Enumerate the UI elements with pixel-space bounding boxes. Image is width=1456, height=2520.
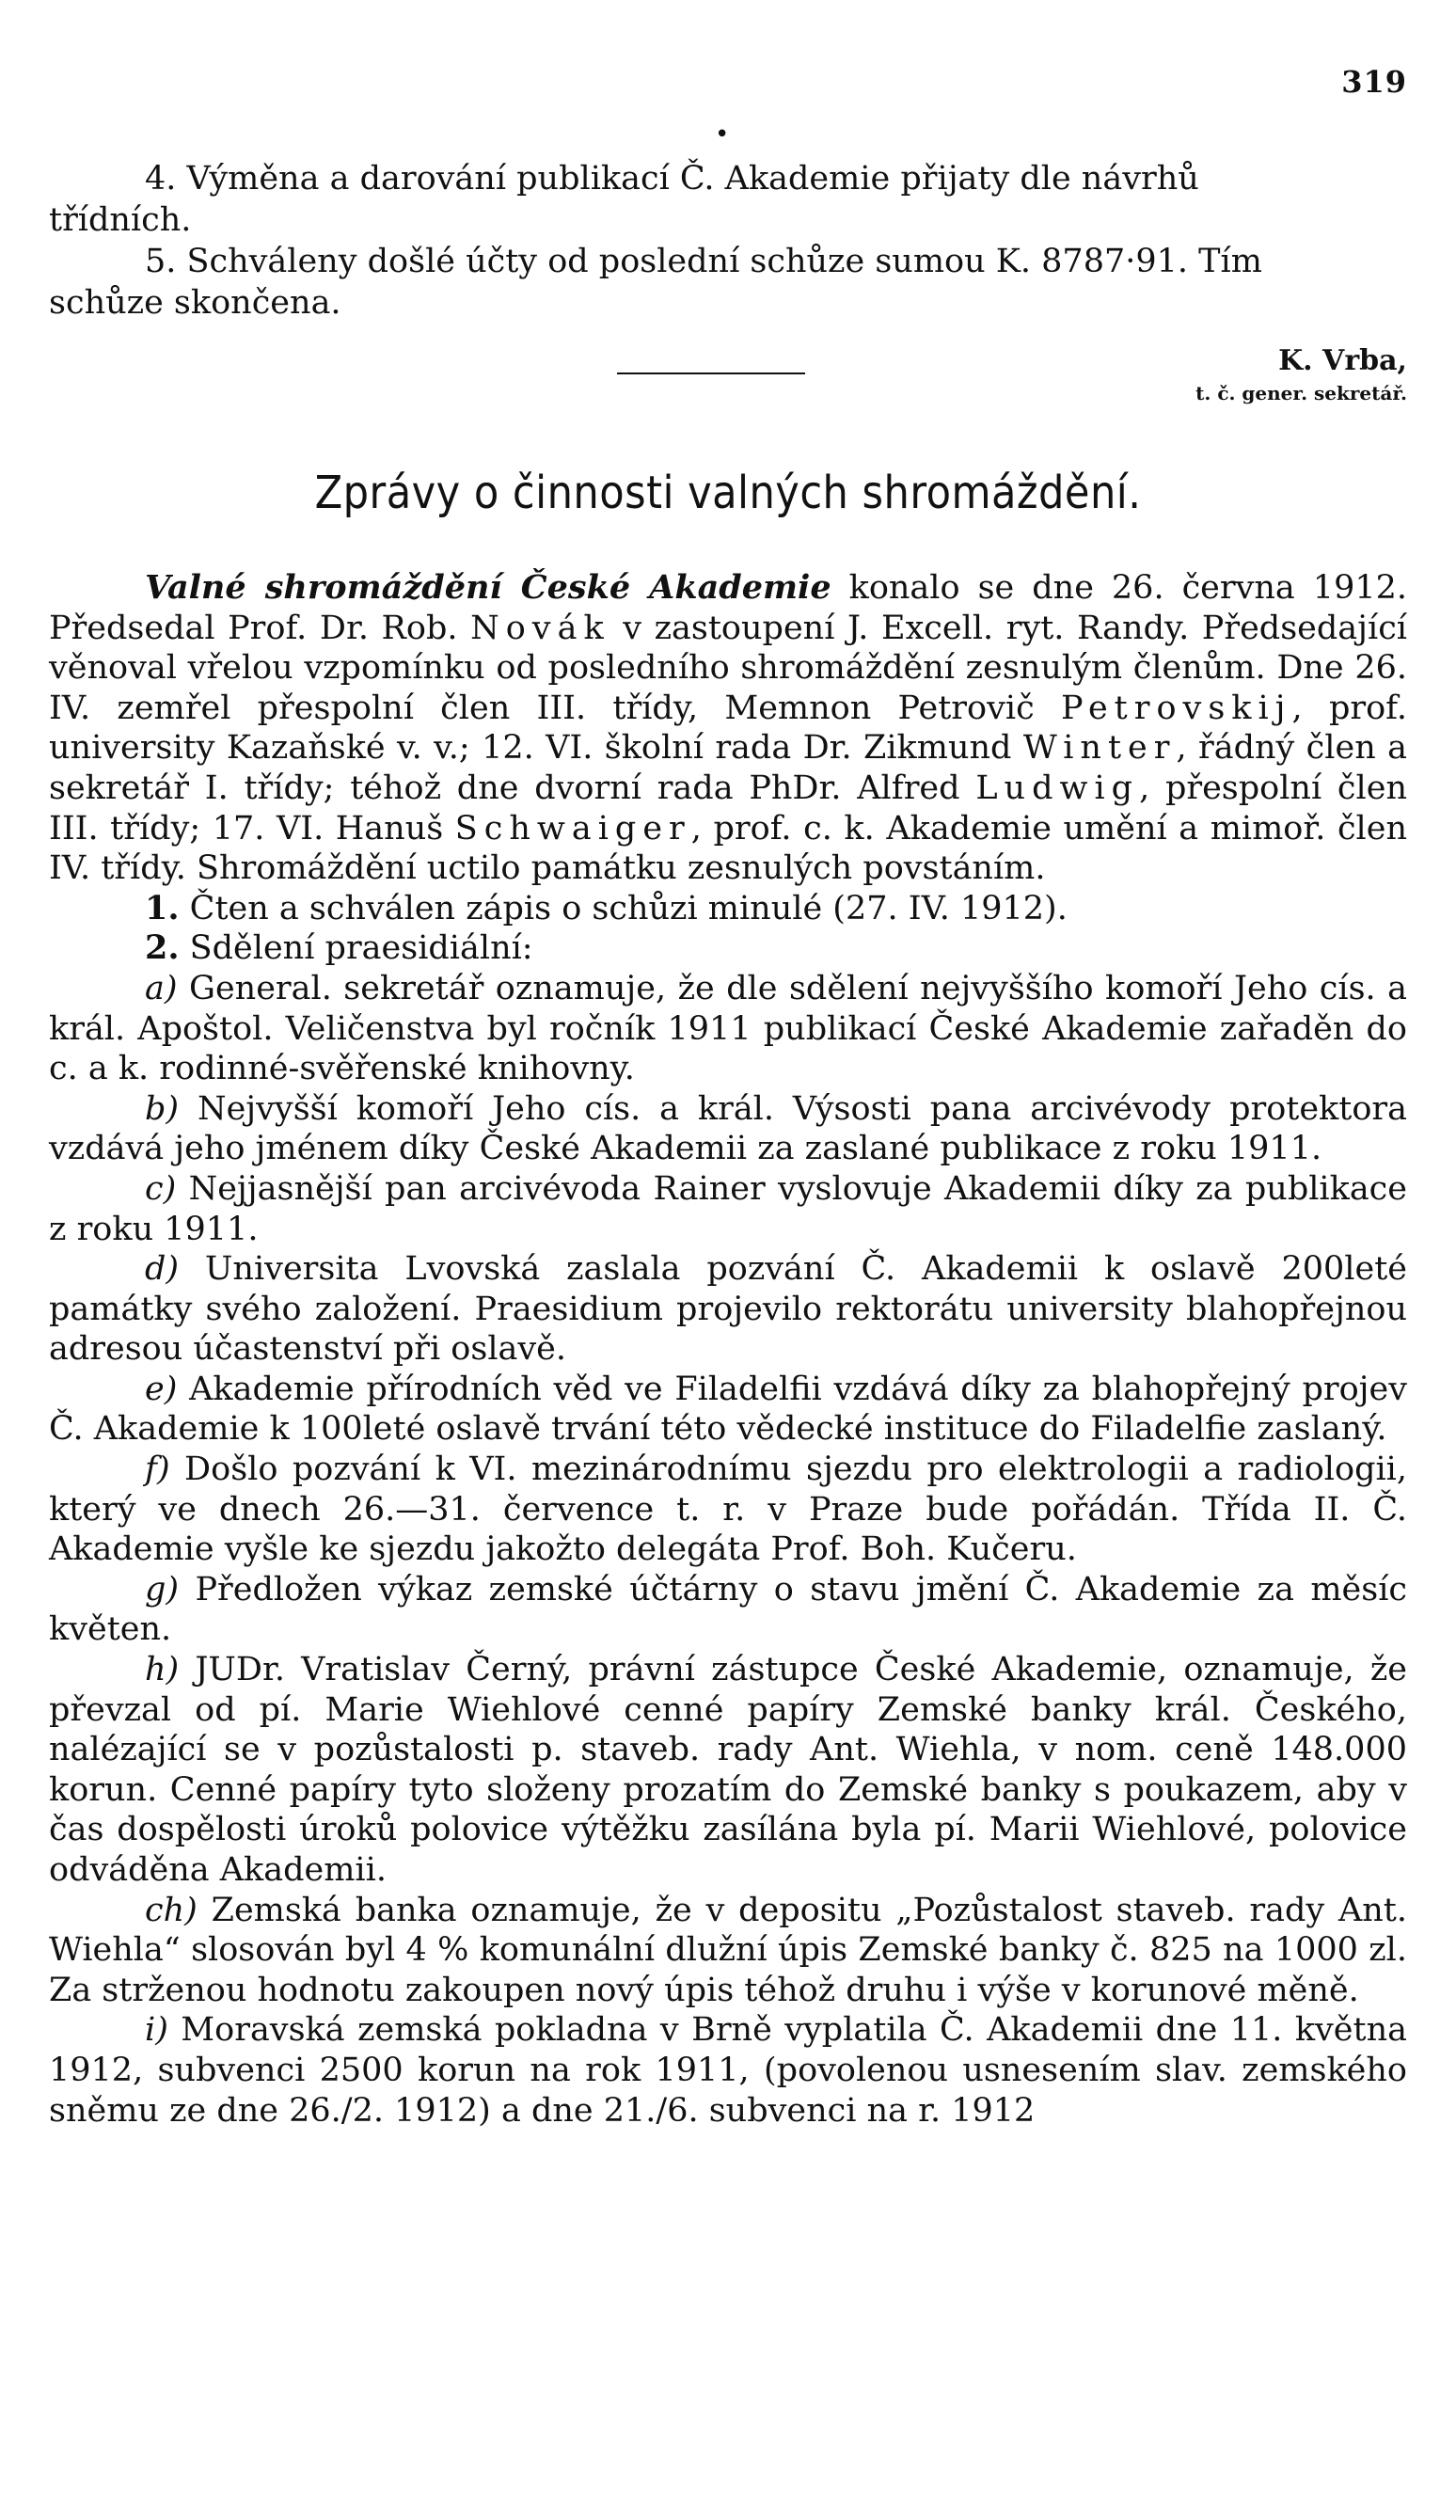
item-2 [49,928,1407,969]
subitem-ch-label: ch) [145,1891,198,1929]
subitem-g-text: Předložen výkaz zemské účtárny o stavu jmění Č. Akademie za měsíc květen. [49,1570,1407,1649]
assembly-text-1: konalo se dne 26. června 1912. Předsedal Prof. Dr. Rob. [49,569,1407,647]
assembly-text-6: , prof. c. k. Akademie umění a mimoř. člen IV. třídy. Shromáždění uctilo památku zesnulých povstáním. [49,809,1407,888]
subitem-g-label: g) [145,1570,180,1609]
item-1 [49,889,1407,929]
subitem-h [49,1650,1407,1891]
assembly-text-5: , přespolní člen III. třídy; 17. VI. Hanuš [49,769,1407,848]
subitem-f-label: f) [145,1450,170,1489]
intro-block [49,158,1407,324]
name-novak: Novák [470,609,610,647]
subitem-ch [49,1891,1407,2011]
assembly-text-3: , prof. university Kazaňské v. v.; 12. VI. školní rada Dr. Zikmund [49,689,1407,768]
assembly-text-2: v zastoupení J. Excell. ryt. Randy. Předsedající věnoval vřelou vzpomínku od posledního shromáždění zesnulým členům. Dne 26. IV. zemřel přespolní člen III. třídy, Memnon Petrovič [49,609,1407,727]
item-2-text: Sdělení praesidiální: [179,929,533,968]
item-2-number: 2. [145,928,180,968]
name-schwaiger: Schwaiger [454,809,691,848]
subitem-e-label: e) [145,1370,178,1408]
section-title: Zprávy o činnosti valných shromáždění. [314,467,1142,519]
subitem-i-label: i) [145,2011,168,2050]
subitem-h-label: h) [145,1651,180,1689]
subitem-b-text: Nejvyšší komoří Jeho cís. a král. Výsosti pana arcivévody protektora vzdává jeho jménem díky České Akademii za zaslané publikace z roku 1911. [49,1089,1407,1168]
assembly-heading: Valné shromáždění České Akademie [145,568,831,607]
subitem-c-label: c) [145,1169,177,1208]
name-petrovskij: Petrovskij [1060,689,1292,727]
subitem-d-label: d) [145,1250,180,1289]
subitem-e-text: Akademie přírodních věd ve Filadelfii vzdává díky za blahopřejný projev Č. Akademie k 100leté oslavě trvání této vědecké instituce do Filadelfie zaslaný. [49,1370,1407,1449]
subitem-b [49,1089,1407,1169]
subitem-i [49,2010,1407,2131]
subitem-h-text: JUDr. Vratislav Černý, právní zástupce České Akademie, oznamuje, že převzal od pí. Marie Wiehlové cenné papíry Zemské banky král. Českého, nalézající se v pozůstalosti p. staveb. rady Ant. Wiehla, v nom. ceně 148.000 korun. Cenné papíry tyto složeny prozatím do Zemské banky s poukazem, aby v čas dospělosti úroků polovice výtěžku zasílána byla pí. Marii Wiehlové, polovice odváděna Akademii. [49,1651,1407,1889]
intro-item-4-text: 4. Výměna a darování publikací Č. Akademie přijaty dle návrhů [145,160,1199,198]
main-text [49,568,1407,2131]
subitem-f-text: Došlo pozvání k VI. mezinárodnímu sjezdu pro elektrologii a radiologii, který ve dnech 26.—31. července t. r. v Praze bude pořádán. Třída II. Č. Akademie vyšle ke sjezdu jakožto delegáta Prof. Boh. Kučeru. [49,1450,1407,1569]
subitem-c-text: Nejjasnější pan arcivévoda Rainer vyslovuje Akademii díky za publikace z roku 1911. [49,1169,1407,1248]
subitem-e [49,1370,1407,1450]
intro-item-5-cont: schůze skončena. [49,284,341,322]
item-1-text: Čten a schválen zápis o schůzi minulé (27. IV. 1912). [179,889,1068,927]
subitem-ch-text: Zemská banka oznamuje, že v depositu „Pozůstalost staveb. rady Ant. Wiehla“ slosován byl 4 % komunální dlužní úpis Zemské banky č. 825 na 1000 zl. Za strženou hodnotu zakoupen nový úpis téhož druhu i výše v korunové měně. [49,1891,1407,2009]
subitem-d [49,1249,1407,1370]
signature-name: K. Vrba, [1278,344,1407,377]
name-ludwig: Ludwig [975,769,1140,807]
intro-item-5 [49,241,1407,324]
intro-item-5-text: 5. Schváleny došlé účty od poslední schůze sumou K. 8787·91. Tím [145,243,1262,280]
subitem-d-text: Universita Lvovská zaslala pozvání Č. Akademii k oslavě 200leté památky svého založení. Praesidium projevilo rektorátu university blahopřejnou adresou účastenství při oslavě. [49,1250,1407,1369]
page-number: 319 [1341,64,1407,100]
intro-item-4 [49,158,1407,241]
subitem-c [49,1169,1407,1249]
subitem-g [49,1570,1407,1650]
subitem-i-text: Moravská zemská pokladna v Brně vyplatila Č. Akademii dne 11. května 1912, subvenci 2500 korun na rok 1911, (povolenou usnesením slav. zemského sněmu ze dne 26./2. 1912) a dne 21./6. subvenci na r. 1912 [49,2011,1407,2130]
page-dot: • [715,120,730,149]
paragraph-assembly [49,568,1407,889]
subitem-a-label: a) [145,969,178,1007]
signature-title: t. č. gener. sekretář. [1195,382,1407,404]
name-winter: Winter [1022,729,1177,768]
subitem-f [49,1450,1407,1570]
intro-item-4-cont: třídních. [49,201,192,239]
separator-rule [617,372,805,374]
subitem-b-label: b) [145,1089,180,1128]
subitem-a-text: General. sekretář oznamuje, že dle sdělení nejvyššího komoří Jeho cís. a král. Apoštol. Veličenstva byl ročník 1911 publikací České Akademie zařaděn do c. a k. rodinné-svěřenské knihovny. [49,969,1407,1088]
assembly-text-4: , řádný člen a sekretář I. třídy; téhož dne dvorní rada PhDr. Alfred [49,729,1407,807]
item-1-number: 1. [145,888,180,927]
subitem-a [49,969,1407,1089]
